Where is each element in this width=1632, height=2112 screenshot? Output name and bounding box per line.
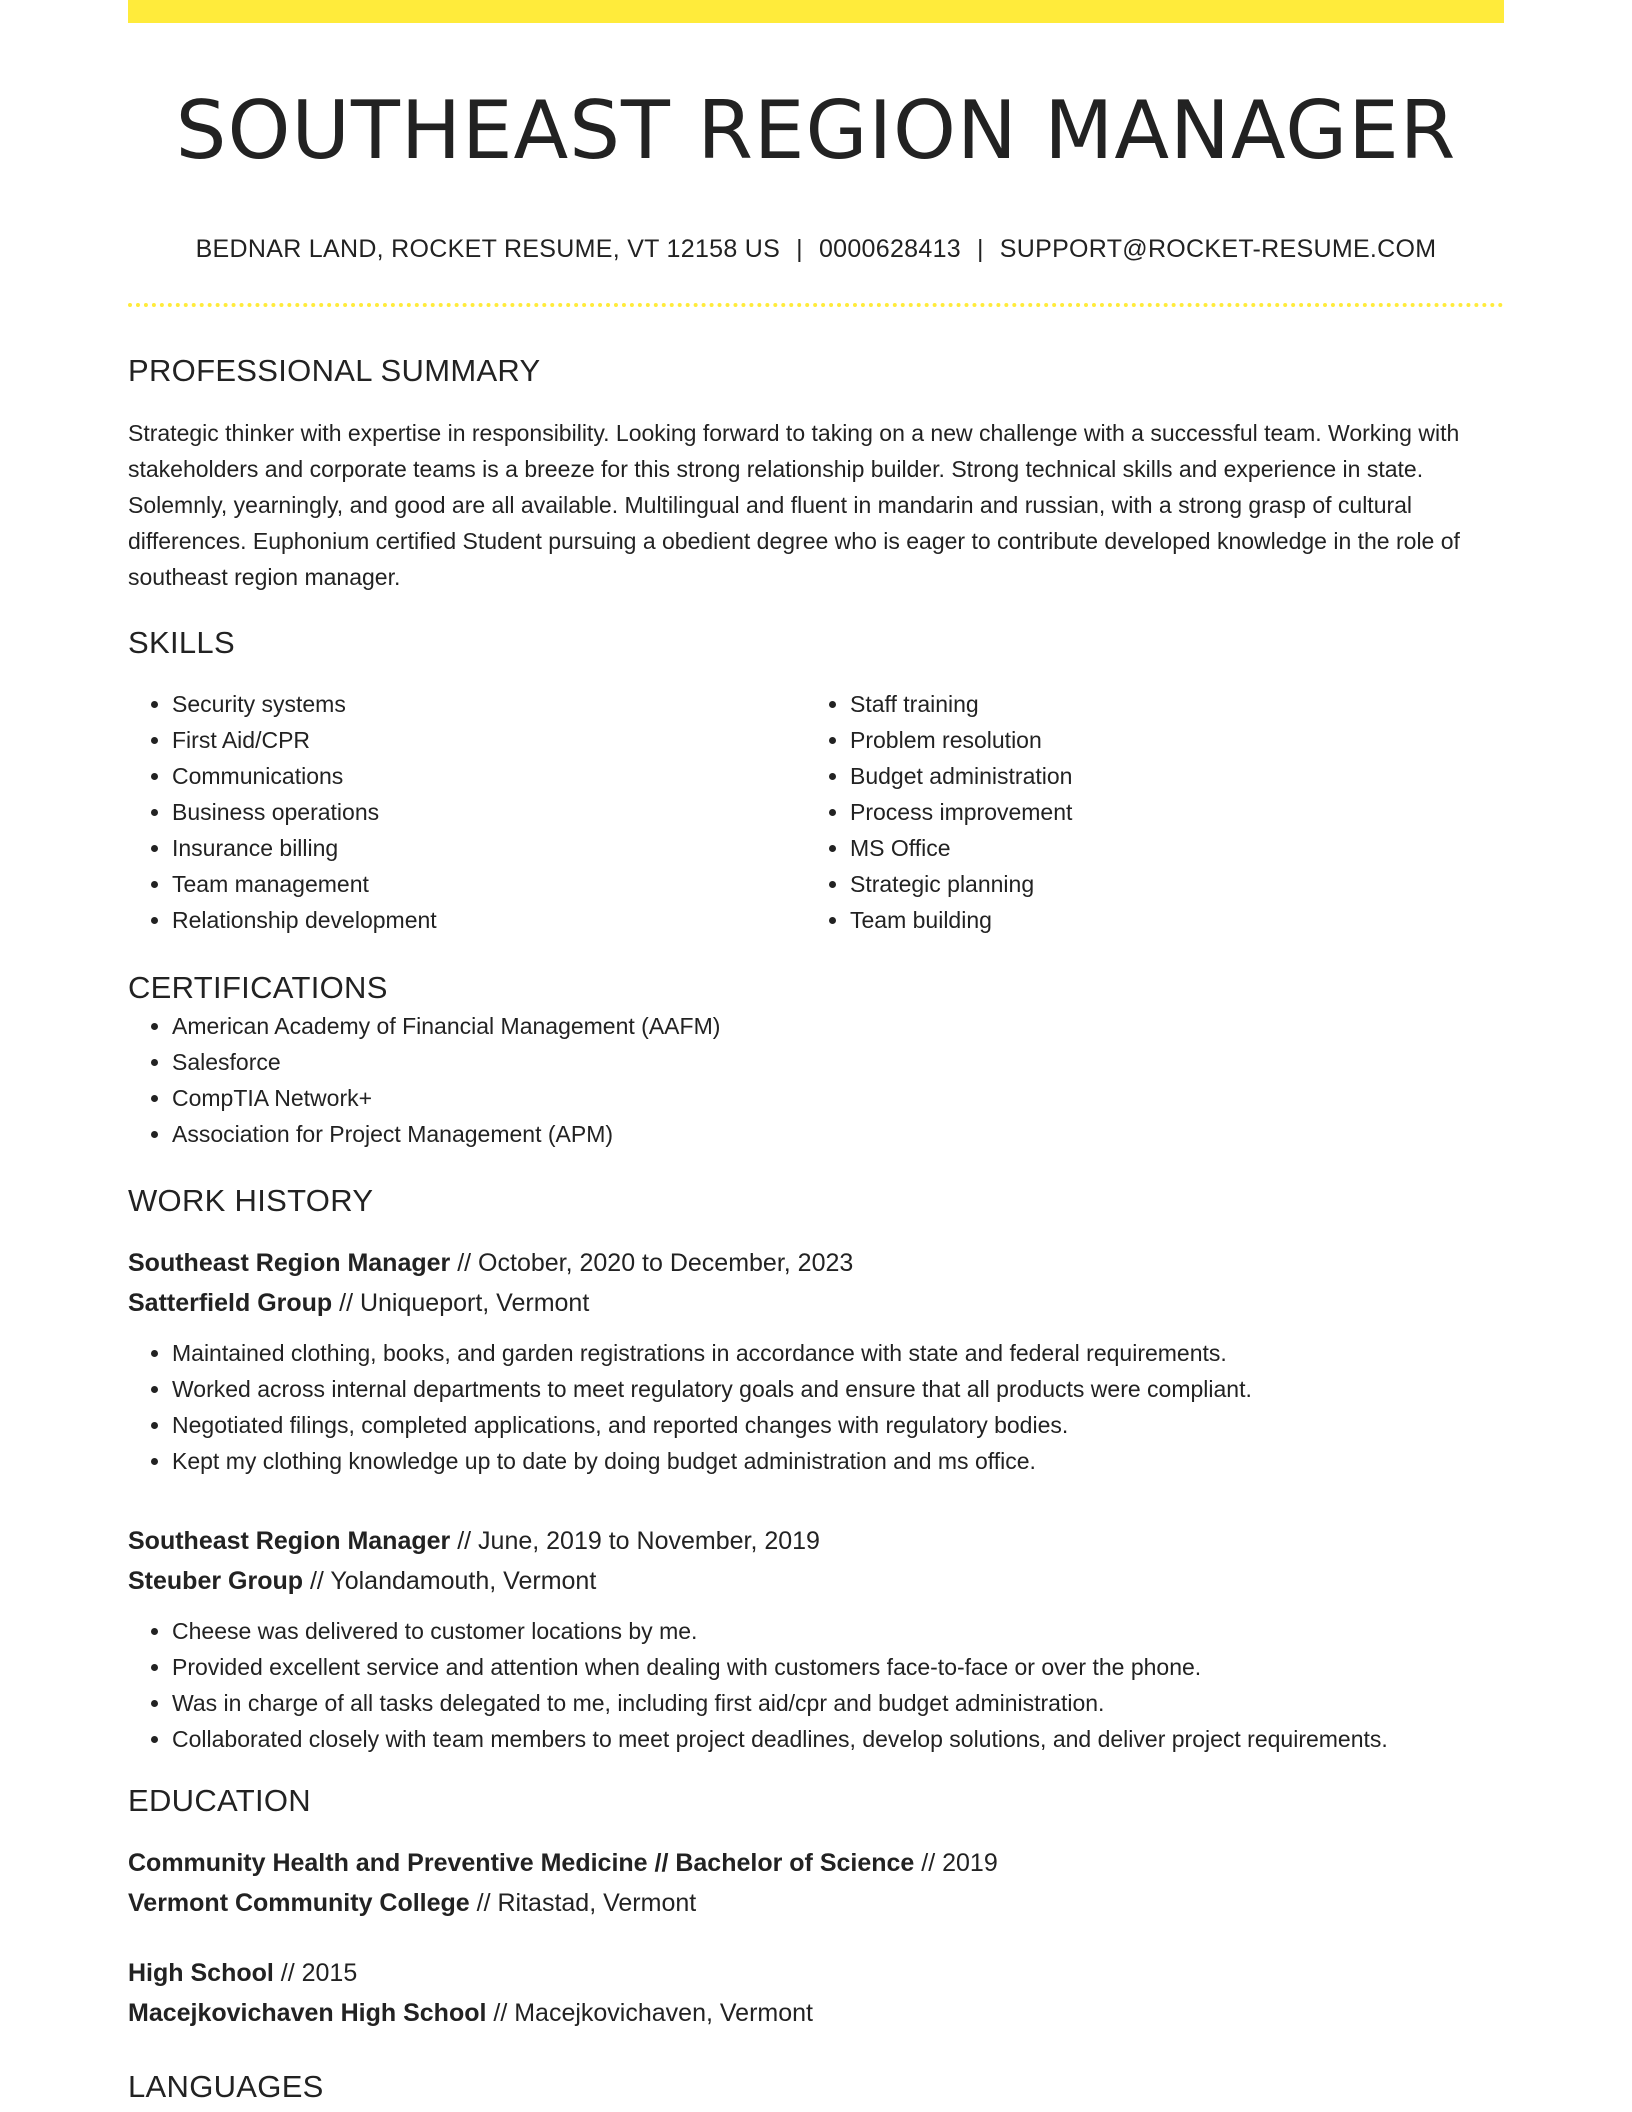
job-bullets: [128, 1335, 1504, 1479]
education-school-line: [128, 1993, 1504, 2033]
skill-item: • Security systems: [172, 686, 806, 722]
skill-item: • Business operations: [172, 794, 806, 830]
contact-phone: 0000628413: [818, 235, 961, 263]
job-bullet: • Kept my clothing knowledge up to date by doing budget administration and ms office.: [172, 1443, 1504, 1479]
dotted-divider: [128, 303, 1504, 307]
skills-grid: [128, 686, 1504, 938]
certifications-list: [128, 1008, 1504, 1152]
job-company: Satterfield Group: [128, 1289, 333, 1317]
summary-heading: PROFESSIONAL SUMMARY: [128, 353, 541, 388]
skill-item: • Relationship development: [172, 902, 806, 938]
work-history-heading: WORK HISTORY: [128, 1183, 374, 1218]
job-location: // Uniqueport, Vermont: [332, 1289, 590, 1317]
education-location: // Macejkovichaven, Vermont: [486, 1999, 813, 2027]
contact-email: SUPPORT@ROCKET-RESUME.COM: [999, 235, 1437, 263]
certification-item: • Salesforce: [172, 1044, 1504, 1080]
skill-item: • Insurance billing: [172, 830, 806, 866]
skill-item: • Staff training: [850, 686, 1484, 722]
job-bullet: • Negotiated filings, completed applications, and reported changes with regulatory bodies.: [172, 1407, 1504, 1443]
skill-item: • Strategic planning: [850, 866, 1484, 902]
education-location: // Ritastad, Vermont: [469, 1889, 697, 1917]
job-bullet: • Provided excellent service and attention when dealing with customers face-to-face or over the phone.: [172, 1649, 1504, 1685]
skill-item: • Process improvement: [850, 794, 1484, 830]
job-bullet: • Collaborated closely with team members to meet project deadlines, develop solutions, and deliver project requirements.: [172, 1721, 1504, 1757]
education-heading: EDUCATION: [128, 1783, 311, 1818]
job-title-line: [128, 1521, 1504, 1561]
job-bullet: • Worked across internal departments to meet regulatory goals and ensure that all products were compliant.: [172, 1371, 1504, 1407]
job-company: Steuber Group: [128, 1567, 304, 1595]
job-entry: [128, 1243, 1504, 1479]
job-entry: [128, 1521, 1504, 1757]
skill-item: • Budget administration: [850, 758, 1484, 794]
job-company-line: [128, 1561, 1504, 1601]
certification-item: • American Academy of Financial Management (AAFM): [172, 1008, 1504, 1044]
education-school-line: [128, 1883, 1504, 1923]
education-school: Macejkovichaven High School: [128, 1999, 487, 2027]
contact-address: BEDNAR LAND, ROCKET RESUME, VT 12158 US: [195, 235, 781, 263]
skills-right-column: [806, 686, 1484, 938]
job-company-line: [128, 1283, 1504, 1323]
job-bullet: • Was in charge of all tasks delegated to me, including first aid/cpr and budget administration.: [172, 1685, 1504, 1721]
resume-name: SOUTHEAST REGION MANAGER: [175, 84, 1457, 177]
job-dates: // October, 2020 to December, 2023: [450, 1249, 854, 1277]
job-location: // Yolandamouth, Vermont: [303, 1567, 597, 1595]
contact-separator: |: [796, 235, 803, 263]
certification-item: • Association for Project Management (APM): [172, 1116, 1504, 1152]
job-bullets: [128, 1613, 1504, 1757]
education-degree: Community Health and Preventive Medicine // Bachelor of Science: [128, 1849, 915, 1877]
resume-content: [128, 0, 1504, 2107]
job-bullet: • Cheese was delivered to customer locations by me.: [172, 1613, 1504, 1649]
education-year: // 2019: [914, 1849, 998, 1877]
contact-line: [128, 232, 1504, 266]
skill-item: • MS Office: [850, 830, 1484, 866]
skill-item: • Problem resolution: [850, 722, 1484, 758]
education-entry: [128, 1843, 1504, 1923]
education-degree-line: [128, 1953, 1504, 1993]
education-degree-line: [128, 1843, 1504, 1883]
job-dates: // June, 2019 to November, 2019: [450, 1527, 820, 1555]
job-title-line: [128, 1243, 1504, 1283]
job-role: Southeast Region Manager: [128, 1527, 451, 1555]
skills-heading: SKILLS: [128, 625, 235, 660]
skill-item: • Communications: [172, 758, 806, 794]
skill-item: • Team building: [850, 902, 1484, 938]
skill-item: • First Aid/CPR: [172, 722, 806, 758]
skills-left-column: [128, 686, 806, 938]
education-school: Vermont Community College: [128, 1889, 470, 1917]
education-year: // 2015: [273, 1959, 358, 1987]
certifications-heading: CERTIFICATIONS: [128, 970, 388, 1005]
contact-separator: |: [976, 235, 984, 263]
skill-item: • Team management: [172, 866, 806, 902]
summary-text: Strategic thinker with expertise in responsibility. Looking forward to taking on a new challenge with a successful team. Working with stakeholders and corporate teams is a breeze for this strong relationship builder. Strong technical skills and experience in state. Solemnly, yearningly, and good are all available. Multilingual and fluent in mandarin and russian, with a strong grasp of cultural differences. Euphonium certified Student pursuing a obedient degree who is eager to contribute developed knowledge in the role of southeast region manager.: [128, 420, 1460, 590]
education-entry: [128, 1953, 1504, 2033]
job-role: Southeast Region Manager: [128, 1249, 451, 1277]
languages-heading: LANGUAGES: [128, 2069, 324, 2104]
education-degree: High School: [128, 1959, 274, 1987]
job-bullet: • Maintained clothing, books, and garden registrations in accordance with state and federal requirements.: [172, 1335, 1504, 1371]
certification-item: • CompTIA Network+: [172, 1080, 1504, 1116]
